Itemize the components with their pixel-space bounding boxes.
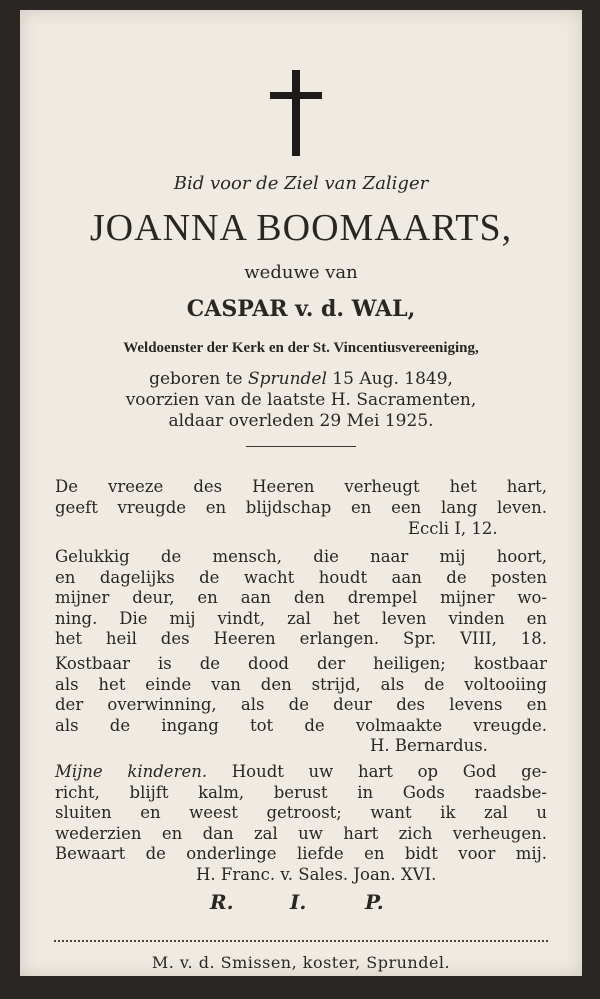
birth-place: Sprundel [247,369,327,389]
rip-i: I. [290,890,307,914]
memorial-card [20,10,582,976]
verse-line: als het einde van den strijd, als de voltooiing [55,674,547,694]
death-line: aldaar overleden 29 Mei 1925. [168,411,434,431]
verse-line: Mijne kinderen. Houdt uw hart op God ge- [55,762,547,781]
verse-1 [55,477,547,518]
verse-line: wederzien en dan zal uw hart zich verheugen. [55,823,547,843]
verse-line: het heil des Heeren erlangen. Spr. VIII, 18. [55,629,547,648]
verse-1-citation: Eccli I, 12. [408,519,498,538]
verse-3 [55,654,547,736]
rip-r: R. [210,890,234,914]
widow-of-text: weduwe van [244,262,358,283]
verse-line: Gelukkig de mensch, die naar mij hoort, [55,547,547,566]
verse-4-address: Mijne kinderen. [55,762,208,781]
verse-line: als de ingang tot de volmaakte vreugde. [55,715,547,735]
birth-line: geboren te Sprundel 15 Aug. 1849, [149,369,453,389]
life-details [20,369,582,432]
verse-line: ning. Die mij vindt, zal het leven vinden en [55,608,547,628]
verse-line: der overwinning, als de deur des levens en [55,695,547,714]
sacraments-line: voorzien van de laatste H. Sacramenten, [125,390,477,410]
verse-2 [55,547,547,650]
husband-name: CASPAR v. d. WAL, [186,296,416,322]
verse-4-citation: H. Franc. v. Sales. Joan. XVI. [196,865,437,884]
cross-icon [270,70,322,156]
printer-credit: M. v. d. Smissen, koster, Sprundel. [151,953,451,972]
verse-3-citation: H. Bernardus. [370,736,488,755]
benefactor-text: Weldoenster der Kerk en der St. Vincentiusvereeniging, [123,340,479,356]
verse-line: richt, blijft kalm, berust in Gods raadsbe- [55,782,547,802]
divider [246,446,356,447]
verse-line: en dagelijks de wacht houdt aan de posten [55,567,547,587]
rip-p: P. [365,890,384,914]
verse-line: Bewaart de onderlinge liefde en bidt voor mij. [55,844,547,863]
verse-line: De vreeze des Heeren verheugt het hart, [55,477,547,496]
dotted-divider [54,940,548,942]
verse-4 [55,762,547,865]
deceased-name: JOANNA BOOMAARTS, [89,207,513,249]
verse-line: Kostbaar is de dood der heiligen; kostbaar [55,654,547,673]
verse-line: mijner deur, en aan den drempel mijner wo- [55,588,547,607]
verse-line: sluiten en weest getroost; want ik zal u [55,803,547,822]
verse-line: geeft vreugde en blijdschap en een lang leven. [55,497,547,517]
prayer-intro: Bid voor de Ziel van Zaliger [173,173,429,194]
